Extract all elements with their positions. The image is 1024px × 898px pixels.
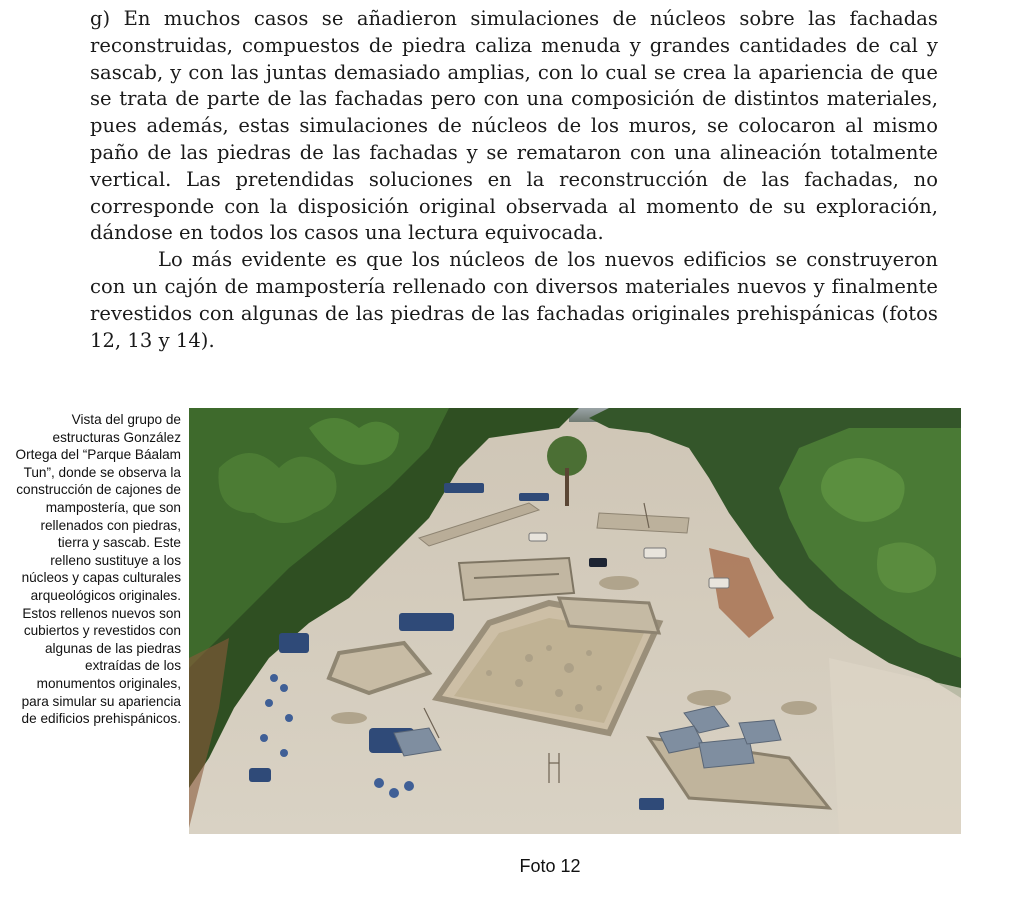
paragraph-g: g) En muchos casos se añadieron simulaciones de núcleos sobre las fachadas reconstruidas, compuestos de piedra caliza menuda y grandes cantidades de cal y sascab, y con las juntas demasiado amplias, con lo cual se crea la apariencia de que se trata de parte de las fachadas pero con una composición de distintos materiales, pues además, estas simulaciones de núcleos de los muros, se colocaron al mismo paño de las piedras de las fachadas y se remataron con una alineación totalmente vertical. Las pretendidas soluciones en la reconstrucción de las fachadas, no corresponde con la disposición original observada al momento de su exploración, dándose en todos los casos una lectura equivocada. [90, 7, 938, 245]
photo-caption: Vista del grupo de estructuras González Ortega del “Parque Báalam Tun”, donde se observa la construcción de cajones de mampostería, que son rellenados con piedras, tierra y sascab. Este relleno sustituye a los núcleos y capas culturales arqueológicos originales. Estos rellenos nuevos son cubiertos y revestidos con algunas de las piedras extraídas de los monumentos originales, para simular su apariencia de edificios prehispánicos. [15, 412, 181, 727]
paragraph-main: Lo más evidente es que los núcleos de los nuevos edificios se construyeron con un cajón de mampostería rellenado con diversos materiales nuevos y finalmente revestidos con algunas de las piedras de las fachadas originales prehispánicas (fotos 12, 13 y 14). [90, 248, 938, 352]
aerial-photo [189, 408, 961, 834]
photo-label: Foto 12 [519, 856, 581, 876]
body-text [90, 6, 938, 354]
